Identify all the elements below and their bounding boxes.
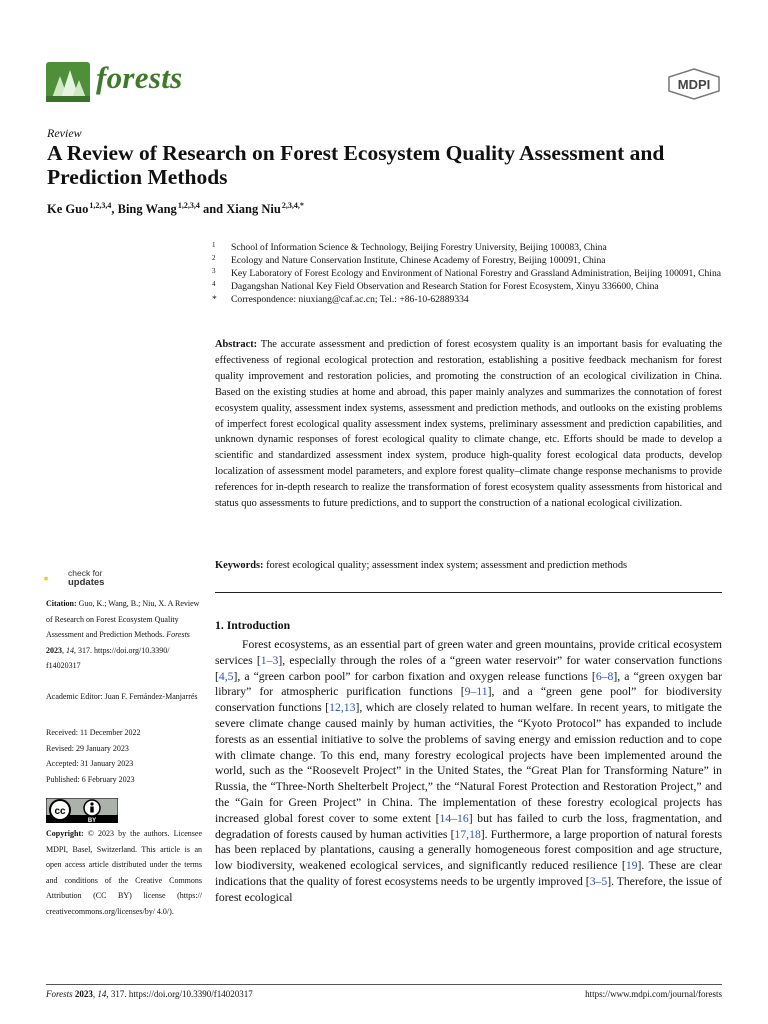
affiliation-item: 4 Dagangshan National Key Field Observation and Research Station for Forest Ecosystem, Xinyu 336600, China	[212, 280, 659, 292]
author-name: Xiang Niu	[226, 202, 281, 217]
academic-editor: Academic Editor: Juan F. Fernández-Manjarrés	[46, 692, 198, 701]
citation-doi-link[interactable]: , 317. https://doi.org/10.3390/ f14020317	[46, 645, 170, 671]
mdpi-label: MDPI	[677, 77, 711, 92]
date-received: Received: 11 December 2022	[46, 728, 141, 737]
citation: Citation: Guo, K.; Wang, B.; Niu, X. A Review of Research on Forest Ecosystem Quality Assessment and Prediction Methods. Forests 2023, 14, 317. https://doi.org/10.3390/ f14020317	[46, 599, 200, 671]
check-for-updates-link[interactable]: check for updates	[68, 568, 105, 588]
copyright-notice: Copyright: © 2023 by the authors. Licensee MDPI, Basel, Switzerland. This article is an open access article distributed under the terms and conditions of the Creative Commons Attribution (CC BY) license (https:// creativecommons.org/licenses/by/ 4.0/).	[46, 829, 203, 916]
author-name: Bing Wang	[117, 202, 177, 217]
reference-link[interactable]: 12,13	[329, 701, 356, 715]
section-heading: 1. Introduction	[215, 619, 291, 632]
reference-link[interactable]: 3–5	[589, 874, 608, 888]
reference-link[interactable]: 9–11	[464, 685, 488, 699]
abstract	[215, 337, 722, 512]
reference-link[interactable]: 14–16	[439, 811, 469, 825]
keywords	[215, 558, 722, 574]
author-affiliation: 1,2,3,4	[177, 201, 200, 210]
introduction-body: Forest ecosystems, as an essential part of green water and green mountains, provide critical ecosystem services [1–3], especially through the roles of a “green water reservoir” for water conservation functions [4,5], a “green carbon pool” for carbon fixation and oxygen release functions [6–8], a “green oxygen bar library” for atmospheric purification functions [9–11], and a “green gene pool” for biodiversity conservation functions [12,13], which are closely related to human welfare. In recent years, to mitigate the severe climate change caused mainly by human activities, the “Kyoto Protocol” has expanded to include forests as an essential initiative to solve the problems of saving energy and emission reduction and to cope with climate change. To this end, many forestry ecological projects have been implemented around the world, such as the “Roosevelt Project” in the United States, the “Great Plan for Transforming Nature” in Russia, the “Three-North Shelterbelt Project,” the “Natural Forest Protection and Restoration Project,” and the “Gain for Green Project” in China. The implementation of these forestry ecological projects has increased global forest cover to some extent [14–16] but has failed to curb the loss, fragmentation, and degradation of forests caused by human activities [17,18]. Furthermore, a large proportion of natural forests has been replaced by plantations, causing a generally homogeneous forest composition and age structure, low biodiversity, weakened ecological services, and significantly reduced resilience [19]. These are clear indications that the quality of forest ecosystems needs to be urgently improved [3–5]. Therefore, the issue of forest ecological	[215, 638, 723, 904]
correspondence: * Correspondence: niuxiang@caf.ac.cn; Tel.: +86-10-62889334	[212, 294, 469, 305]
affiliation-list	[212, 241, 732, 306]
author-affiliation: 2,3,4,*	[281, 201, 304, 210]
mdpi-logo-icon	[667, 68, 721, 100]
affiliation-item: 2 Ecology and Nature Conservation Institute, Chinese Academy of Forestry, Beijing 100091, China	[212, 254, 606, 266]
check-for-updates-icon[interactable]	[44, 568, 66, 590]
affiliation-item: 1 School of Information Science & Technology, Beijing Forestry University, Beijing 100083, China	[212, 241, 607, 253]
reference-link[interactable]: 1–3	[260, 653, 279, 667]
cc-by-label: BY	[87, 818, 97, 823]
author-name: Ke Guo	[47, 202, 89, 217]
footer-journal-url[interactable]: https://www.mdpi.com/journal/forests	[585, 989, 722, 999]
date-revised: Revised: 29 January 2023	[46, 743, 129, 753]
abstract-text: The accurate assessment and prediction of forest ecosystem quality is an important basis for evaluating the effectiveness of regional ecological protection and restoration, establishing a positive feedback mechanism for forest quality improvement and restoration policies, and promoting the construction of an ecological civilization in China. Based on the existing studies at home and abroad, this paper mainly analyzes and summarizes the connotation of forest ecosystem quality, assessment index systems, assessment and prediction methods, and outlooks on the existing problems of imperfect forest ecological quality assessment index systems, preliminary assessment and prediction capabilities, and unknown dynamic responses of forest ecological quality to climate change, etc. Efforts should be made to develop a scientific and standardized assessment index system, produce high-quality forest ecological data products, develop localization of assessment model parameters, and explore forest quality–climate change response mechanisms to provide references for in-depth research to realize the transformation of forest ecosystem quality assessments from historical and status quo assessments to future predictions, and to support the construction of a national ecological civilization.	[215, 339, 723, 510]
abstract-label: Abstract:	[215, 339, 258, 350]
affiliation-item: 3 Key Laboratory of Forest Ecology and Environment of National Forestry and Grassland Administration, Beijing 100091, China	[212, 267, 721, 279]
reference-link[interactable]: 19	[625, 859, 638, 873]
reference-link[interactable]: 17,18	[454, 827, 481, 841]
footer-citation: Forests 2023, 14, 317. https://doi.org/10.3390/f14020317	[46, 989, 253, 999]
keywords-label: Keywords:	[215, 560, 264, 571]
cc-by-license-icon[interactable]	[46, 798, 118, 823]
publication-dates	[46, 725, 202, 787]
date-published: Published: 6 February 2023	[46, 774, 135, 784]
date-accepted: Accepted: 31 January 2023	[46, 759, 134, 769]
reference-link[interactable]: 6–8	[595, 669, 614, 683]
section-divider	[215, 592, 722, 593]
forests-logo-icon	[46, 62, 90, 102]
article-title: A Review of Research on Forest Ecosystem Quality Assessment and Prediction Methods	[47, 141, 665, 189]
author-affiliation: 1,2,3,4	[89, 201, 112, 210]
svg-text:cc: cc	[54, 806, 66, 817]
keywords-text: forest ecological quality; assessment index system; assessment and prediction methods	[266, 560, 628, 571]
footer-divider	[46, 984, 722, 985]
reference-link[interactable]: 4,5	[218, 669, 234, 683]
article-type: Review	[47, 126, 82, 140]
author-list: Ke Guo $^{1,2,3,4}$, Bing Wang $^{1,2,3,4}$ and Xiang Niu $^{2,3,4,*}$	[47, 201, 304, 217]
journal-name: forests	[96, 60, 183, 95]
footer-doi-link[interactable]: , 317. https://doi.org/10.3390/f14020317	[106, 989, 253, 999]
